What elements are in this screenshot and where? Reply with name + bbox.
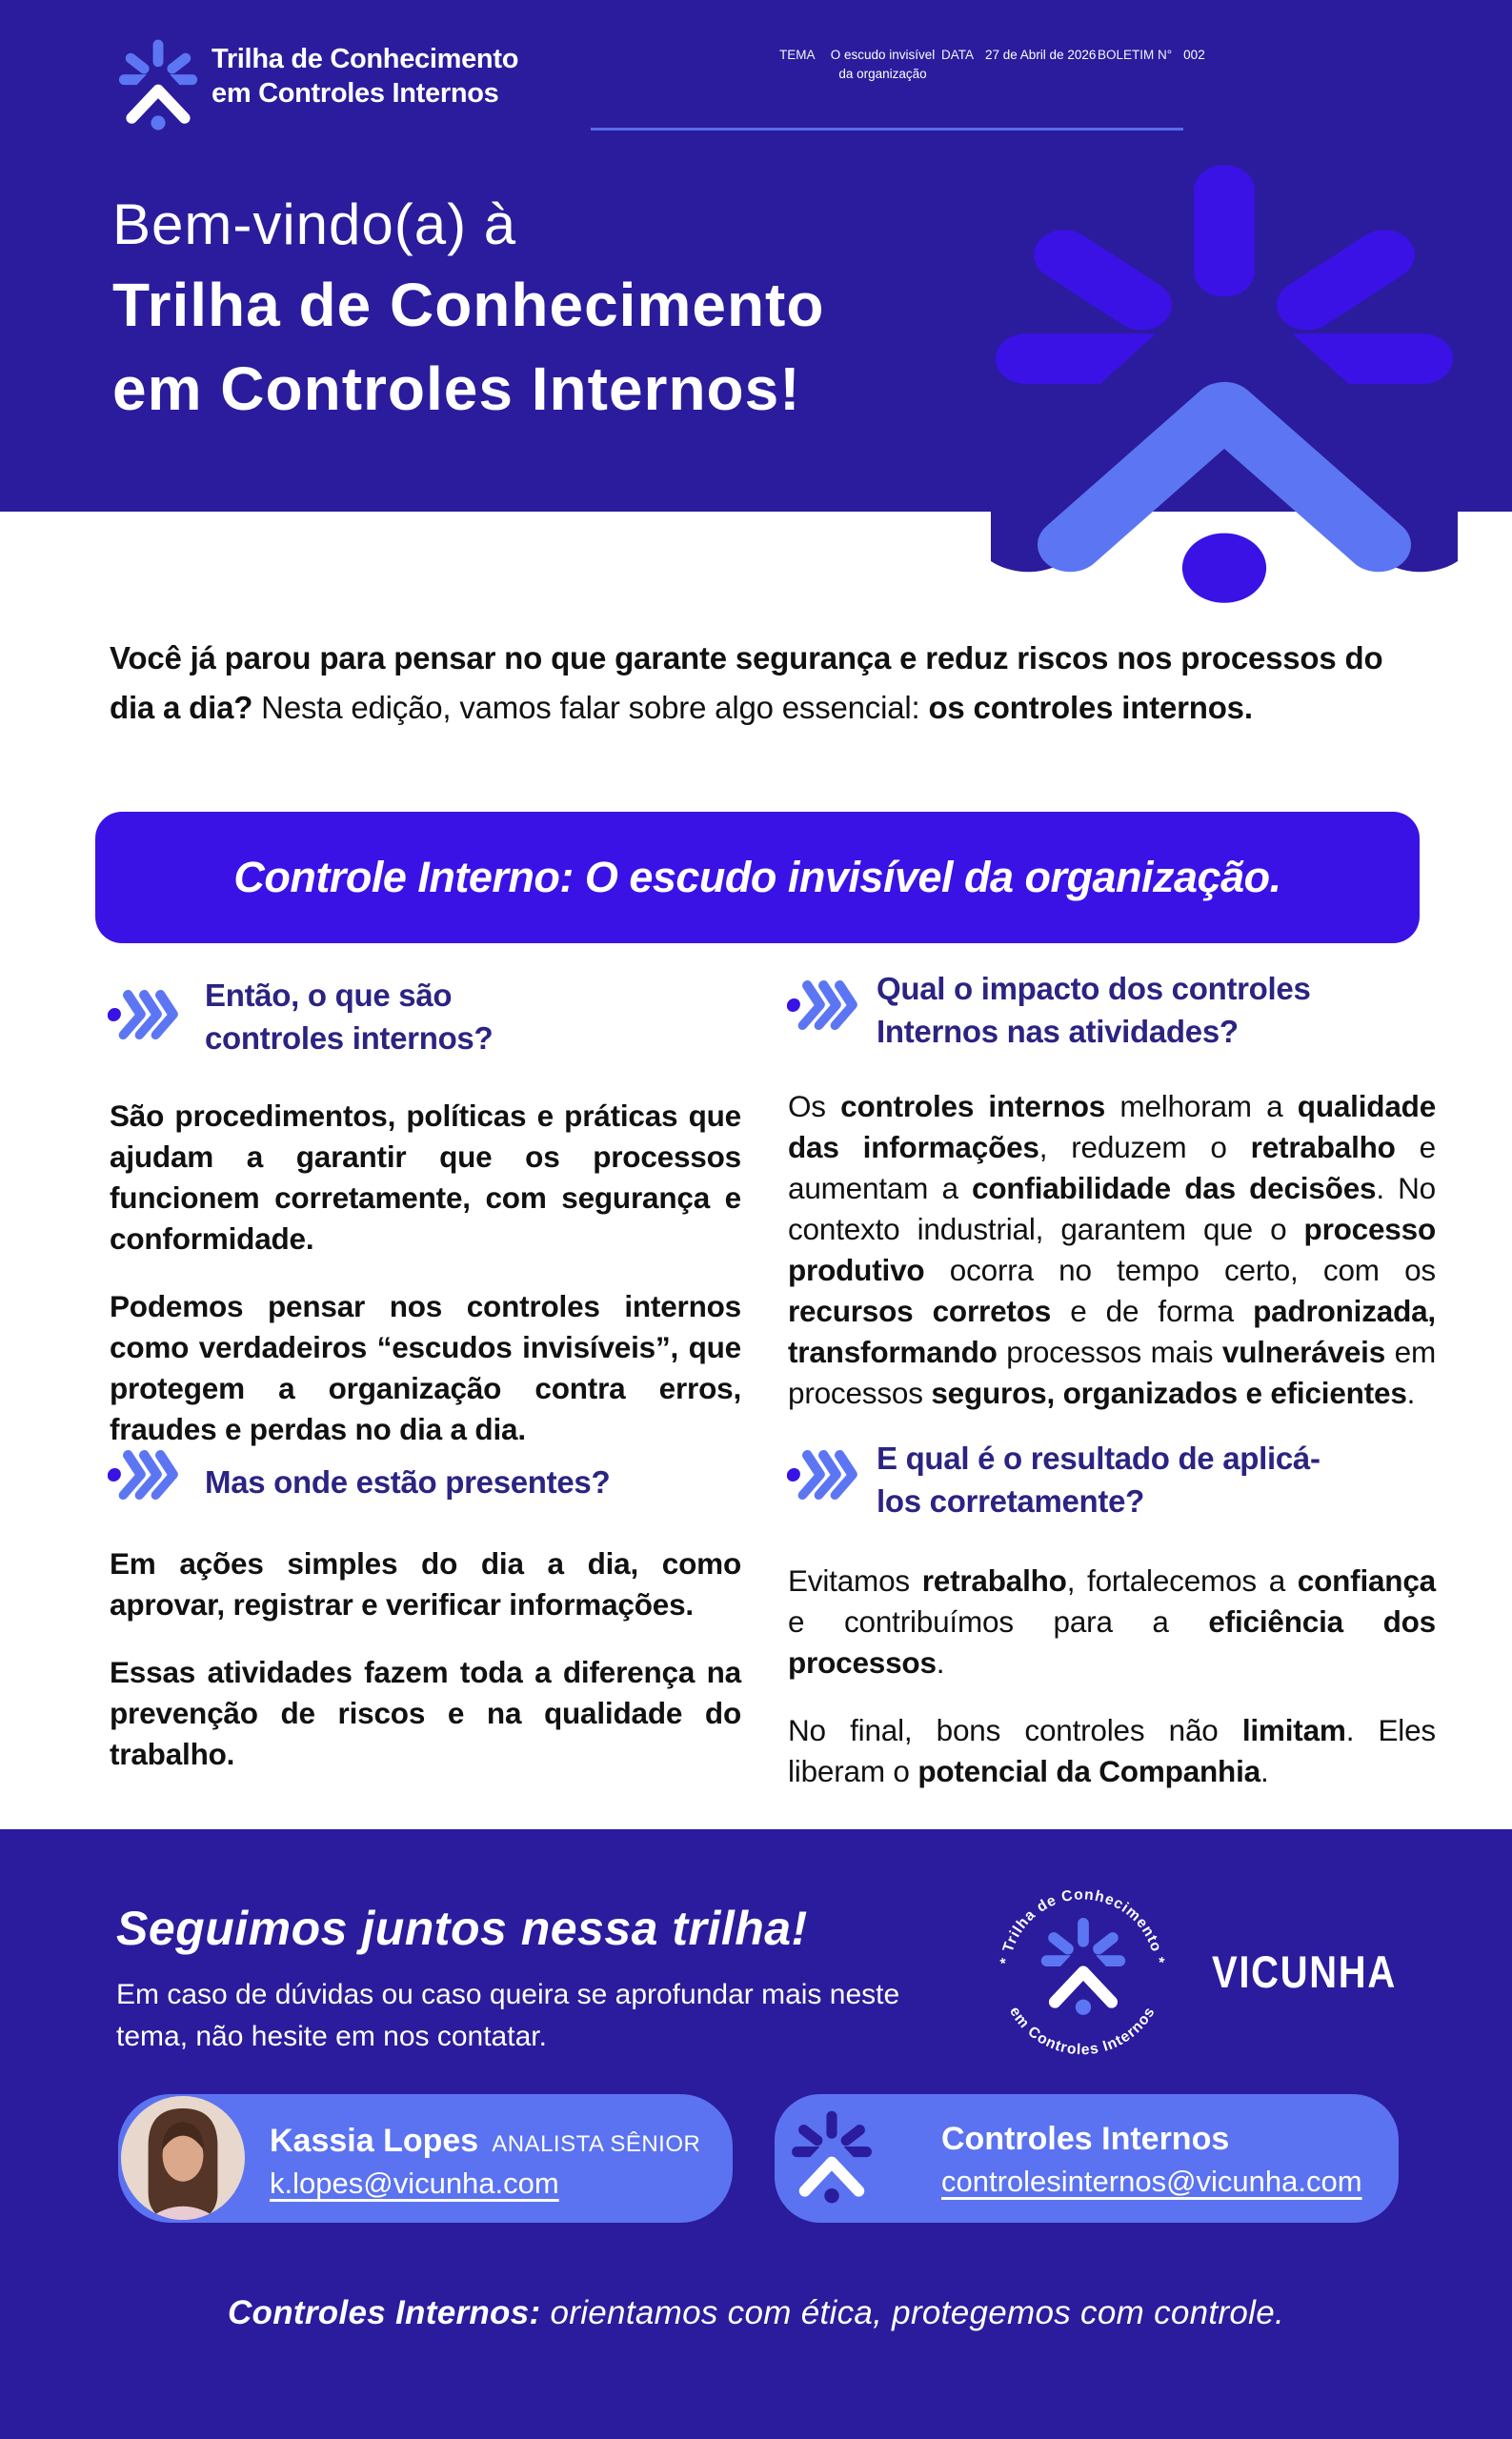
welcome-line1: Bem-vindo(a) à (112, 192, 517, 256)
paragraph: Evitamos retrabalho, fortalecemos a confiança e contribuímos para a eficiência dos processos. (788, 1563, 1436, 1680)
welcome-title (112, 187, 824, 431)
tema-label: TEMA (779, 48, 816, 62)
footer-headline: Seguimos juntos nessa trilha! (116, 1902, 808, 1955)
section3-body (110, 1543, 741, 1802)
section4-chevrons-icon (787, 1446, 857, 1503)
welcome-line3: em Controles Internos! (112, 354, 801, 423)
section4-heading: E qual é o resultado de aplicá- los corretamente? (877, 1441, 1320, 1519)
paragraph: No final, bons controles não limitam. Eles liberam o potencial da Companhia. (788, 1713, 1436, 1788)
masthead-title (212, 42, 518, 111)
section3-heading: Mas onde estão presentes? (205, 1464, 611, 1500)
boletim-label: BOLETIM N° (1098, 48, 1173, 62)
paragraph: Em ações simples do dia a dia, como aprovar, registrar e verificar informações. (110, 1546, 741, 1622)
card-logo-mark-icon (791, 2109, 873, 2206)
header-divider (591, 128, 1183, 131)
intro-paragraph: Você já parou para pensar no que garante segurança e reduz riscos nos processos do dia a dia? Nesta edição, vamos falar sobre algo essencial: os controles internos. (110, 640, 1383, 725)
data-value: 27 de Abril de 2026 (985, 48, 1097, 62)
welcome-line2: Trilha de Conhecimento (112, 271, 825, 339)
boletim-value: 002 (1183, 48, 1205, 62)
section3-chevrons-icon (108, 1446, 178, 1503)
analyst-avatar (121, 2096, 245, 2220)
paragraph: Podemos pensar nos controles internos como verdadeiros “escudos invisíveis”, que protegem a organização contra erros, fraudes e perdas no dia a dia. (110, 1289, 741, 1446)
theme-banner (95, 812, 1420, 943)
footer-subtext: Em caso de dúvidas ou caso queira se aprofundar mais neste tema, não hesite em nos contatar. (116, 1979, 900, 2052)
section1-chevrons-icon (108, 986, 178, 1043)
paragraph: Essas atividades fazem toda a diferença na prevenção de riscos e na qualidade do trabalho. (110, 1655, 741, 1771)
team-name: Controles Internos (941, 2121, 1230, 2157)
contact-name: Kassia Lopes (270, 2123, 479, 2159)
section2-chevrons-icon (787, 977, 857, 1034)
paragraph: Os controles internos melhoram a qualidade das informações, reduzem o retrabalho e aumentam a confiabilidade das decisões. No contexto industrial, garantem que o processo produtivo ocorra no tempo certo, com os recursos corretos e de forma padronizada, transformando processos mais vulneráveis em processos seguros, organizados e eficientes. (788, 1089, 1437, 1410)
trail-badge-icon (989, 1879, 1176, 2066)
section1-heading: Então, o que são controles internos? (205, 978, 494, 1056)
badge-logo-mark-icon (1041, 1918, 1125, 2015)
badge-bottom-text: em Controles Internos (1006, 2004, 1159, 2059)
contact-email-link[interactable]: k.lopes@vicunha.com (270, 2167, 559, 2200)
badge-top-text: * Trilha de Conhecimento * (998, 1886, 1167, 1965)
tema-value: O escudo invisível da organização (830, 48, 936, 81)
paragraph: São procedimentos, políticas e práticas que ajudam a garantir que os processos funcionem corretamente, com segurança e conformidade. (110, 1099, 741, 1256)
section2-body (788, 1086, 1436, 1441)
team-email-link[interactable]: controlesinternos@vicunha.com (941, 2165, 1362, 2198)
data-label: DATA (941, 48, 975, 62)
section1-body (110, 1096, 741, 1477)
masthead-line2: em Controles Internos (212, 78, 499, 109)
meta-tema (779, 46, 941, 84)
vicunha-logo: VICUNHA (1212, 1946, 1397, 1997)
contact-role: ANALISTA SÊNIOR (492, 2131, 701, 2157)
masthead-line1: Trilha de Conhecimento (212, 44, 519, 74)
contact-card-analyst (118, 2094, 733, 2223)
contact-card-team (775, 2094, 1399, 2223)
section4-body (788, 1561, 1436, 1819)
big-logo-mark-icon (991, 157, 1458, 615)
footer-tagline: Controles Internos: orientamos com ética, protegemos com controle. (227, 2294, 1285, 2331)
section2-heading: Qual o impacto dos controles Internos nas atividades? (877, 971, 1311, 1049)
logo-mark-icon (118, 38, 198, 132)
meta-data (941, 46, 1096, 65)
theme-banner-text: Controle Interno: O escudo invisível da organização. (233, 853, 1281, 901)
meta-boletim (1098, 46, 1205, 65)
